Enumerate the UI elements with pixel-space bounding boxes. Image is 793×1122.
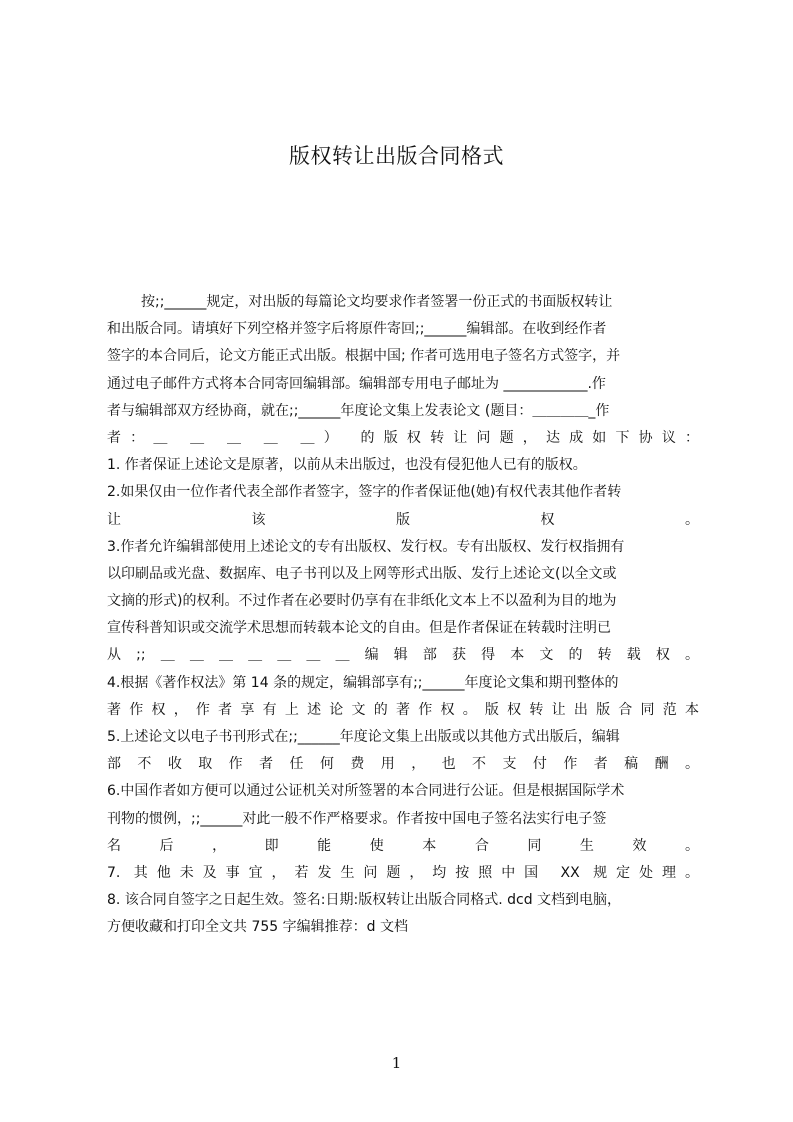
- text-line: 著作权，作者享有上述论文的著作权。版权转让出版合同范本: [107, 701, 699, 718]
- text-line: 和出版合同。请填好下列空格并签字后将原件寄回;;______编辑部。在收到经作者: [107, 321, 607, 338]
- text-line: 以印刷品或光盘、数据库、电子书刊以及上网等形式出版、发行上述论文(以全文或: [107, 565, 617, 582]
- text-line: 8. 该合同自签字之日起生效。签名:日期:版权转让出版合同格式. dcd 文档到电脑，: [107, 892, 622, 909]
- text-line: 7. 其他未及事宜，若发生问题，均按照中国 XX 规定处理。: [107, 864, 699, 881]
- text-line: 方便收藏和打印全文共 755 字编辑推荐：d 文档: [107, 919, 408, 936]
- text-line: 让 该 版 权 。: [107, 511, 699, 528]
- text-line: 者与编辑部双方经协商，就在;;______年度论文集上发表论文 (题目：＿＿＿＿_作: [107, 402, 610, 419]
- text-line: 6.中国作者如方便可以通过公证机关对所签署的本合同进行公证。但是根据国际学术: [107, 783, 625, 800]
- page-title: 版权转让出版合同格式: [289, 144, 504, 168]
- text-line: 1. 作者保证上述论文是原著，以前从未出版过，也没有侵犯他人已有的版权。: [107, 457, 587, 474]
- text-line: 签字的本合同后，论文方能正式出版。根据中国; 作者可选用电子签名方式签字，并: [107, 348, 621, 365]
- contract-body: [107, 289, 699, 942]
- text-line: 按;;______规定，对出版的每篇论文均要求作者签署一份正式的书面版权转让: [141, 294, 613, 310]
- text-line: 从;;＿＿＿＿＿＿＿编辑部获得本文的转载权。: [107, 647, 699, 664]
- text-line: 文摘的形式)的权利。不过作者在必要时仍享有在非纸化文本上不以盈利为目的地为: [107, 593, 617, 610]
- text-line: 刊物的惯例，;;______对此一般不作严格要求。作者按中国电子签名法实行电子签: [107, 810, 607, 827]
- text-line: 名 后 ， 即 能 使 本 合 同 生 效 。: [107, 837, 699, 854]
- text-line: 部不收取作者任何费用，也不支付作者稿酬。: [107, 756, 699, 773]
- page-number: 1: [391, 1054, 402, 1072]
- text-line: 者：＿ ＿ ＿ ＿ ＿） 的版权转让问题，达成如下协议：: [107, 429, 699, 446]
- text-line: 2.如果仅由一位作者代表全部作者签字，签字的作者保证他(她)有权代表其他作者转: [107, 484, 622, 501]
- text-line: 4.根据《著作权法》第 14 条的规定，编辑部享有;;______年度论文集和期刊整体的: [107, 674, 619, 691]
- text-line: 5.上述论文以电子书刊形式在;;______年度论文集上出版或以其他方式出版后，编辑: [107, 729, 620, 745]
- text-line: 宣传科普知识或交流学术思想而转载本论文的自由。但是作者保证在转载时注明已: [107, 620, 611, 637]
- text-line: 通过电子邮件方式将本合同寄回编辑部。编辑部专用电子邮址为 ____________.作: [107, 375, 606, 392]
- text-line: 3.作者允许编辑部使用上述论文的专有出版权、发行权。专有出版权、发行权指拥有: [107, 538, 625, 555]
